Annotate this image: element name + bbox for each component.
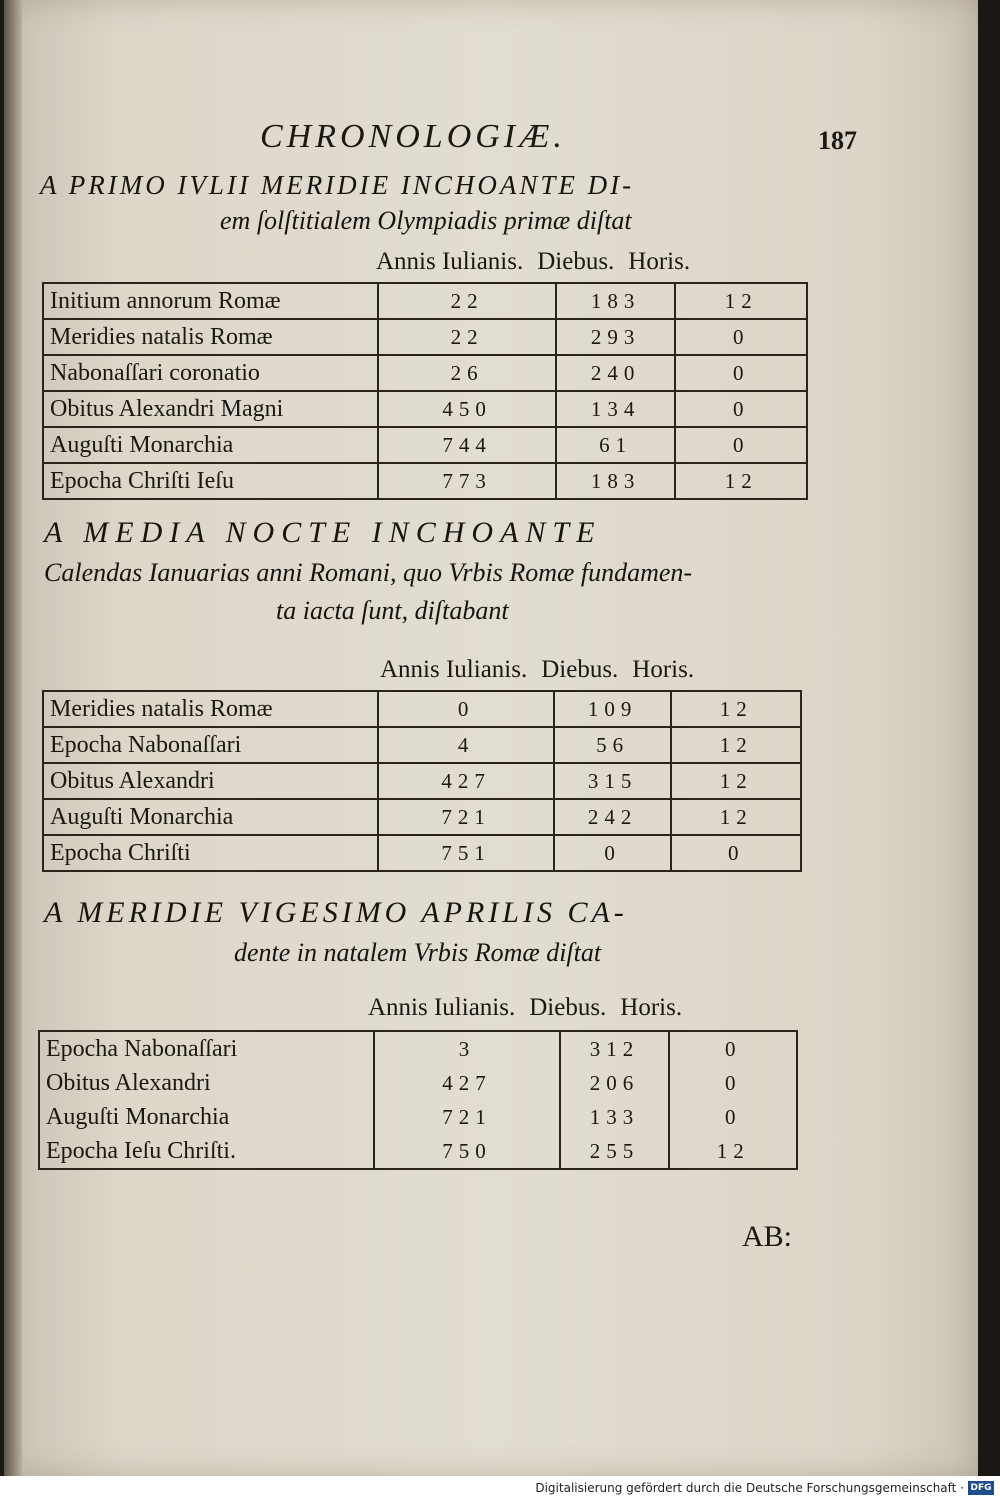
col-annis: Annis Iulianis. [376,248,524,275]
catchword: AB: [742,1220,793,1253]
digitization-footer [0,1476,1000,1501]
cell-horae: 0 [669,1100,797,1134]
cell-dies: 240 [556,355,676,391]
cell-dies: 61 [556,427,676,463]
section3-table [38,1030,798,1170]
section1-subheading: em ſolſtitialem Olympiadis primæ diſtat [220,206,632,235]
cell-anni: 773 [378,463,555,499]
col-horis: Horis. [632,656,695,683]
cell-anni: 751 [378,835,553,871]
row-label: Epocha Nabonaſſari [43,727,378,763]
running-head: CHRONOLOGIÆ. [260,118,566,155]
table-row [43,355,807,391]
table-row [43,283,807,319]
section3-subheading: dente in natalem Vrbis Romæ diſtat [234,938,602,967]
cell-anni: 427 [378,763,553,799]
cell-dies: 312 [560,1031,670,1066]
section1-table [42,282,808,500]
cell-horae: 0 [669,1031,797,1066]
row-label: Epocha Ieſu Chriſti. [39,1134,374,1169]
row-label: Epocha Chriſti [43,835,378,871]
table-row [43,835,801,871]
col-horis: Horis. [620,994,683,1021]
cell-anni: 450 [378,391,555,427]
section2-subheading-line2: ta iacta ſunt, diſtabant [276,596,509,625]
col-annis: Annis Iulianis. [380,656,528,683]
row-label: Meridies natalis Romæ [43,691,378,727]
cell-dies: 255 [560,1134,670,1169]
table-row [43,427,807,463]
cell-anni: 0 [378,691,553,727]
cell-horae: 12 [675,283,807,319]
col-diebus: Diebus. [541,656,619,683]
cell-anni: 744 [378,427,555,463]
book-page [4,0,978,1476]
section3-column-header [368,994,696,1022]
col-diebus: Diebus. [537,248,615,275]
cell-anni: 4 [378,727,553,763]
section1-column-header [376,248,704,276]
cell-dies: 293 [556,319,676,355]
cell-dies: 206 [560,1066,670,1100]
col-diebus: Diebus. [529,994,607,1021]
row-label: Epocha Nabonaſſari [39,1031,374,1066]
cell-horae: 0 [671,835,801,871]
cell-horae: 0 [675,319,807,355]
cell-anni: 22 [378,319,555,355]
col-horis: Horis. [628,248,691,275]
table-row [43,691,801,727]
cell-horae: 0 [675,355,807,391]
row-label: Auguſti Monarchia [43,427,378,463]
table-row [43,391,807,427]
section2-heading: A MEDIA NOCTE INCHOANTE [44,516,602,549]
table-row [43,319,807,355]
cell-anni: 3 [374,1031,559,1066]
row-label: Epocha Chriſti Ieſu [43,463,378,499]
dfg-logo-icon: DFG [968,1481,994,1495]
cell-anni: 721 [374,1100,559,1134]
section1-heading: A PRIMO IVLII MERIDIE INCHOANTE DI- [40,170,635,200]
table-row [39,1066,797,1100]
table-row [39,1031,797,1066]
row-label: Nabonaſſari coronatio [43,355,378,391]
cell-anni: 750 [374,1134,559,1169]
row-label: Initium annorum Romæ [43,283,378,319]
cell-dies: 242 [554,799,672,835]
cell-anni: 427 [374,1066,559,1100]
cell-dies: 134 [556,391,676,427]
cell-dies: 183 [556,463,676,499]
table-row [39,1100,797,1134]
row-label: Obitus Alexandri [43,763,378,799]
table-row [39,1134,797,1169]
cell-horae: 12 [671,763,801,799]
row-label: Obitus Alexandri Magni [43,391,378,427]
table-row [43,763,801,799]
cell-dies: 0 [554,835,672,871]
cell-horae: 12 [671,727,801,763]
col-annis: Annis Iulianis. [368,994,516,1021]
cell-horae: 12 [675,463,807,499]
section3-heading: A MERIDIE VIGESIMO APRILIS CA- [44,896,628,929]
page-number: 187 [818,126,857,155]
row-label: Auguſti Monarchia [43,799,378,835]
cell-dies: 109 [554,691,672,727]
table-row [43,799,801,835]
section2-table [42,690,802,872]
cell-anni: 721 [378,799,553,835]
cell-dies: 56 [554,727,672,763]
table-row [43,727,801,763]
cell-horae: 0 [675,391,807,427]
cell-dies: 183 [556,283,676,319]
row-label: Meridies natalis Romæ [43,319,378,355]
row-label: Obitus Alexandri [39,1066,374,1100]
cell-horae: 12 [671,799,801,835]
cell-dies: 315 [554,763,672,799]
cell-anni: 26 [378,355,555,391]
section2-subheading-line1: Calendas Ianuarias anni Romani, quo Vrbis Romæ fundamen- [44,558,693,587]
table-row [43,463,807,499]
cell-anni: 22 [378,283,555,319]
cell-horae: 0 [675,427,807,463]
cell-horae: 0 [669,1066,797,1100]
row-label: Auguſti Monarchia [39,1100,374,1134]
section2-column-header [380,656,708,684]
cell-horae: 12 [669,1134,797,1169]
cell-horae: 12 [671,691,801,727]
footer-credit: Digitalisierung gefördert durch die Deutsche Forschungsgemeinschaft · [535,1481,964,1495]
cell-dies: 133 [560,1100,670,1134]
